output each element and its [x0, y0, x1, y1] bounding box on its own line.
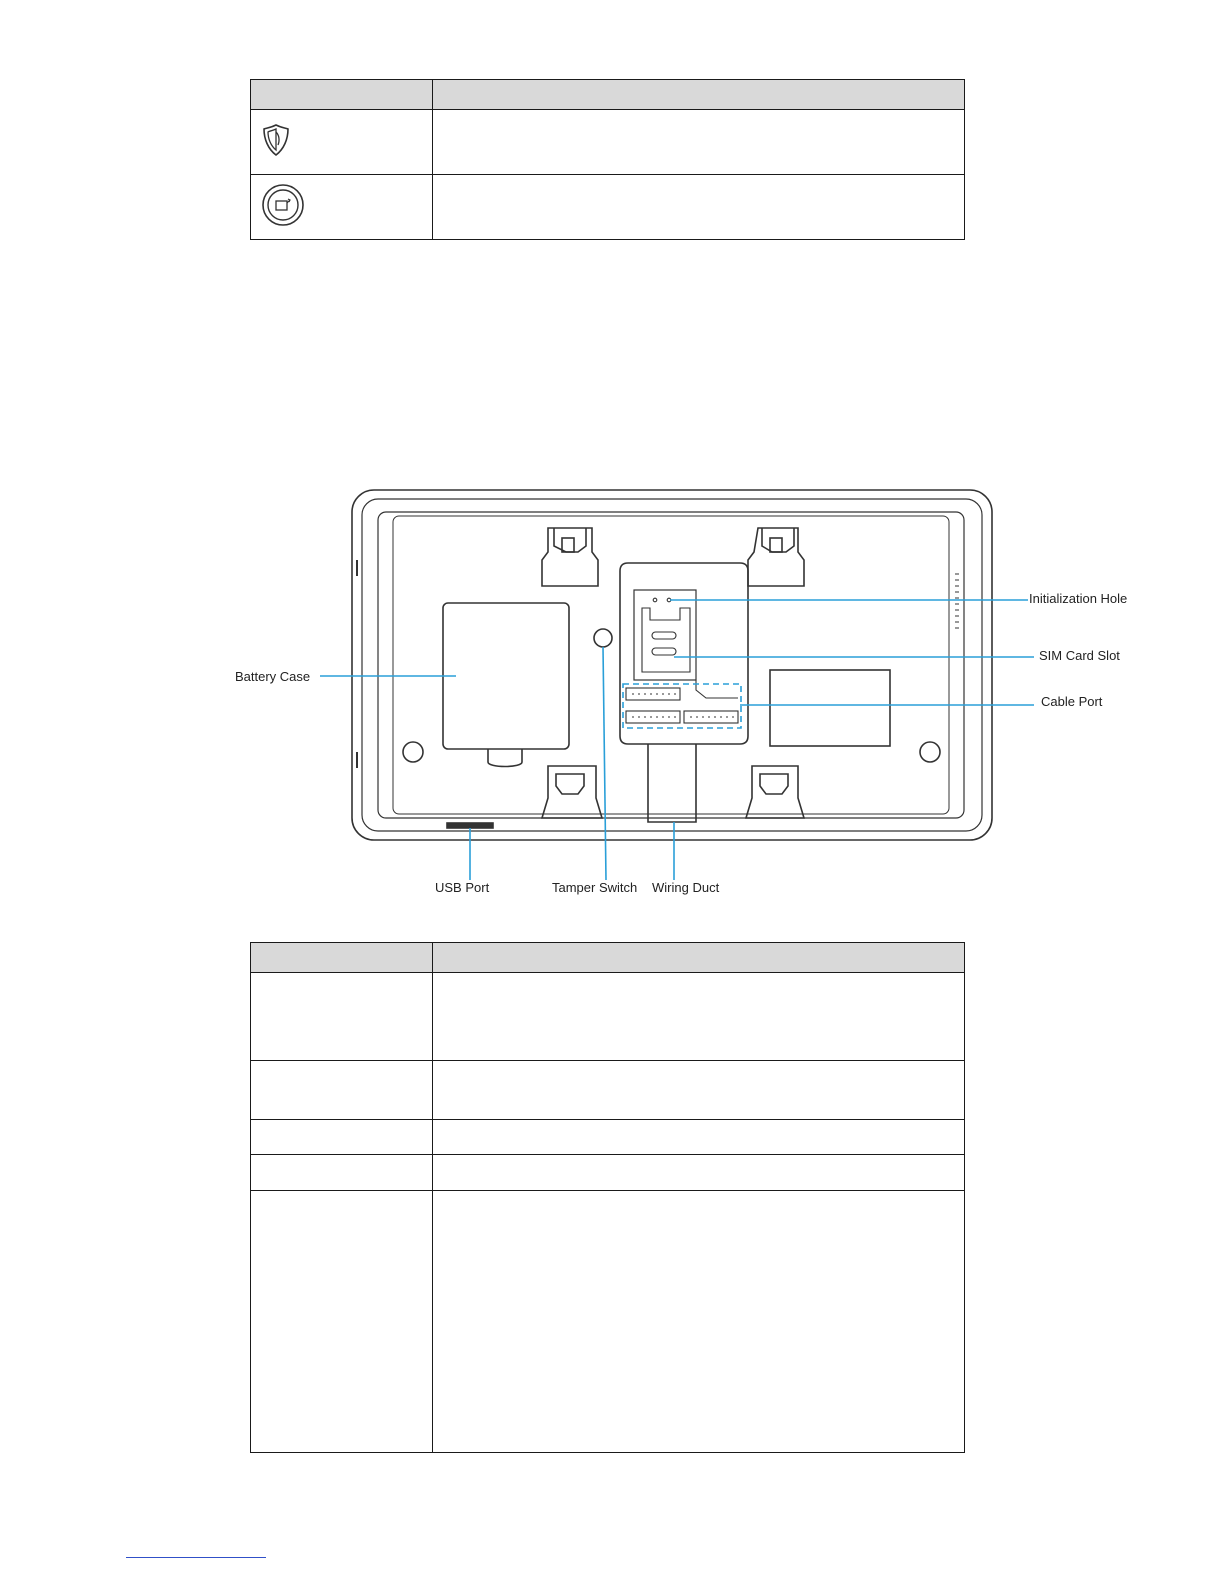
label-plate [770, 670, 890, 746]
device-outer-frame [352, 490, 992, 840]
callout-cable-port: Cable Port [1041, 694, 1103, 709]
table-cell-description [433, 973, 965, 1061]
cable-connector [684, 711, 738, 723]
usb-port [447, 823, 493, 828]
callout-wiring-duct: Wiring Duct [652, 880, 720, 895]
table-row [251, 1061, 965, 1120]
callout-tamper-switch: Tamper Switch [552, 880, 638, 895]
battery-case [443, 603, 569, 749]
sim-card-slot [642, 598, 690, 672]
table-cell-description [433, 1155, 965, 1191]
tamper-switch [594, 629, 612, 647]
table-cell-name [251, 1061, 433, 1120]
mounting-clip [542, 766, 602, 818]
table-row [251, 1155, 965, 1191]
table-cell-description [433, 1191, 965, 1453]
table-header-cell [251, 943, 433, 973]
table-cell-name [251, 1155, 433, 1191]
wiring-duct [648, 744, 696, 822]
callout-leaders [320, 600, 1034, 880]
table-row [251, 973, 965, 1061]
screw-hole [920, 742, 940, 762]
table-header-cell [433, 943, 965, 973]
mounting-clip [746, 766, 804, 818]
table-cell-name [251, 1120, 433, 1155]
table-cell-name [251, 973, 433, 1061]
mounting-clip [748, 528, 804, 586]
callout-battery-case: Battery Case [235, 669, 311, 684]
device-inner-frame [362, 499, 982, 831]
screw-hole [403, 742, 423, 762]
component-table [250, 942, 965, 1453]
callout-sim-card-slot: SIM Card Slot [1039, 648, 1120, 663]
cable-connector [626, 711, 680, 723]
footer-link-underline[interactable] [126, 1557, 266, 1558]
table-cell-description [433, 1061, 965, 1120]
table-row [251, 1191, 965, 1453]
table-row [251, 1120, 965, 1155]
table-cell-description [433, 1120, 965, 1155]
table-header-row [251, 943, 965, 973]
callout-usb-port: USB Port [435, 880, 490, 895]
callout-initialization-hole: Initialization Hole [1029, 591, 1128, 606]
mounting-clip [542, 528, 598, 586]
table-cell-name [251, 1191, 433, 1453]
cable-port-highlight [623, 684, 741, 728]
speaker-grille [955, 574, 959, 628]
device-back-plate [378, 512, 964, 818]
cable-connector [626, 688, 680, 700]
